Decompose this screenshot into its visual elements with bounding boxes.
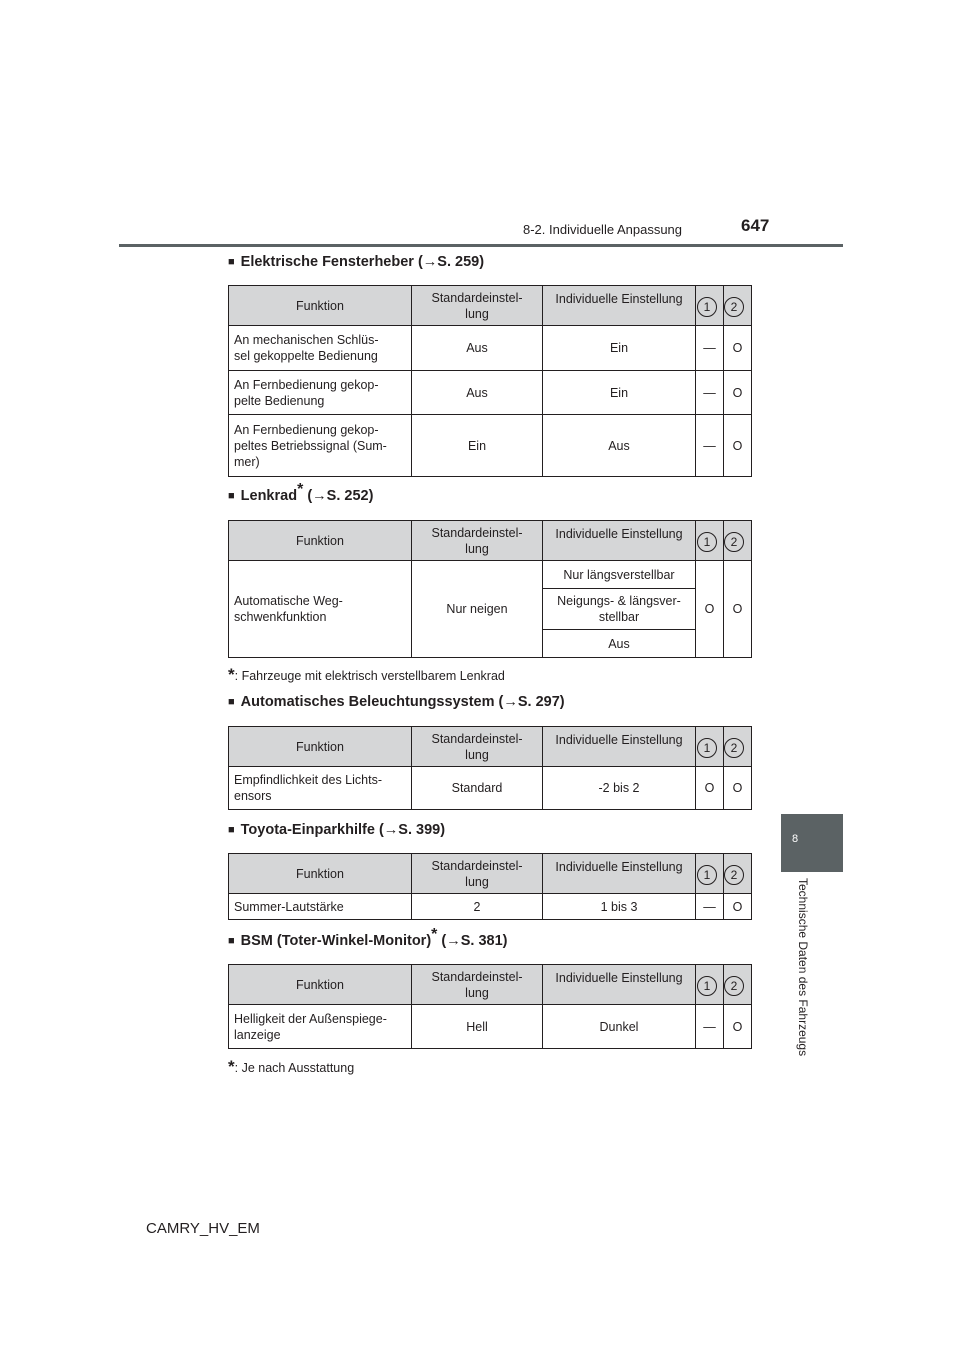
bullet-icon: ■ (228, 696, 235, 708)
funktion-cell: Automatische Weg- schwenkfunktion (229, 561, 412, 658)
header-funktion: Funktion (229, 286, 412, 326)
section-heading-einparkhilfe: ■ Toyota-Einparkhilfe (→S. 399) (228, 822, 446, 838)
footnote-marker: * (431, 926, 438, 944)
circle-2-icon: 2 (724, 532, 744, 552)
header-individuell: Individuelle Einstellung 1 2 (543, 286, 696, 326)
standard-cell: Hell (412, 1005, 543, 1049)
circle-1-icon: 1 (697, 976, 717, 996)
table-header-row (229, 286, 752, 326)
standard-cell: Standard (412, 767, 543, 810)
col1-cell: — (696, 371, 724, 415)
page-reference-link[interactable]: S. 381) (460, 933, 508, 949)
header-standard: Standardeinstel- lung (412, 521, 543, 561)
circle-2-icon: 2 (724, 297, 744, 317)
arrow-icon: → (446, 933, 461, 949)
table-header-row (229, 965, 752, 1005)
arrow-icon: → (383, 822, 399, 838)
circle-2-icon: 2 (724, 976, 744, 996)
table-row (229, 371, 752, 415)
col2-cell: O (724, 767, 752, 810)
standard-cell: Nur neigen (412, 561, 543, 658)
header-standard: Standardeinstel- lung (412, 727, 543, 767)
table-row (229, 415, 752, 477)
circle-1-icon: 1 (697, 532, 717, 552)
standard-cell: Aus (412, 371, 543, 415)
section-heading-fensterheber: ■ Elektrische Fensterheber (→S. 259) (228, 254, 485, 270)
page-number: 647 (741, 216, 770, 235)
funktion-cell: An Fernbedienung gekop- peltes Betriebssignal (Sum- mer) (229, 415, 412, 477)
option-cell: Nur längsverstellbar (543, 561, 696, 589)
standard-cell: 2 (412, 894, 543, 920)
page-header (0, 0, 960, 250)
section-heading-bsm: ■ BSM (Toter-Winkel-Monitor)* (→S. 381) (228, 926, 508, 949)
bullet-icon: ■ (228, 490, 235, 502)
table-header-row (229, 727, 752, 767)
standard-cell: Aus (412, 326, 543, 371)
table-row (229, 326, 752, 371)
chapter-number: 8 (792, 833, 799, 845)
table-header-row (229, 521, 752, 561)
table-row (229, 561, 752, 589)
table-row (229, 1005, 752, 1049)
funktion-cell: An mechanischen Schlüs- sel gekoppelte Bedienung (229, 326, 412, 371)
col2-cell: O (724, 1005, 752, 1049)
footnote-marker: * (297, 481, 304, 499)
header-individuell: Individuelle Einstellung 1 2 (543, 727, 696, 767)
col1-cell: — (696, 894, 724, 920)
page-reference-link[interactable]: S. 252) (326, 488, 374, 504)
spec-table-einparkhilfe (228, 853, 752, 920)
header-funktion: Funktion (229, 521, 412, 561)
header-individuell: Individuelle Einstellung 1 2 (543, 521, 696, 561)
header-standard: Standardeinstel- lung (412, 854, 543, 894)
col1-cell: O (696, 767, 724, 810)
col2-cell: O (724, 371, 752, 415)
circle-1-icon: 1 (697, 738, 717, 758)
option-cell: Aus (543, 630, 696, 658)
individuell-cell: Ein (543, 371, 696, 415)
funktion-cell: An Fernbedienung gekop- pelte Bedienung (229, 371, 412, 415)
col1-cell: — (696, 326, 724, 371)
individuell-cell: -2 bis 2 (543, 767, 696, 810)
header-standard: Standardeinstel- lung (412, 286, 543, 326)
circle-1-icon: 1 (697, 297, 717, 317)
funktion-cell: Summer-Lautstärke (229, 894, 412, 920)
chapter-title-vertical: Technische Daten des Fahrzeugs (796, 878, 810, 1057)
arrow-icon: → (422, 254, 438, 270)
spec-table-fensterheber (228, 285, 752, 477)
section-heading-lenkrad: ■ Lenkrad* (→S. 252) (228, 481, 374, 504)
col2-cell: O (724, 894, 752, 920)
individuell-cell: Dunkel (543, 1005, 696, 1049)
document-code: CAMRY_HV_EM (146, 1220, 260, 1237)
header-divider (119, 244, 843, 247)
chapter-tab[interactable] (781, 814, 843, 872)
circle-1-icon: 1 (697, 865, 717, 885)
col1-cell: O (696, 561, 724, 658)
table-row (229, 767, 752, 810)
page-reference-link[interactable]: S. 399) (398, 822, 446, 838)
spec-table-beleuchtung (228, 726, 752, 810)
col2-cell: O (724, 326, 752, 371)
col2-cell: O (724, 415, 752, 477)
col2-cell: O (724, 561, 752, 658)
bullet-icon: ■ (228, 824, 235, 836)
col1-cell: — (696, 1005, 724, 1049)
individuell-cell: Ein (543, 326, 696, 371)
option-cell: Neigungs- & längsver- stellbar (543, 589, 696, 630)
arrow-icon: → (503, 694, 518, 710)
table-row (229, 894, 752, 920)
arrow-icon: → (312, 488, 327, 504)
page-reference-link[interactable]: S. 297) (517, 694, 565, 710)
individuell-cell: Aus (543, 415, 696, 477)
header-funktion: Funktion (229, 727, 412, 767)
header-individuell: Individuelle Einstellung 1 2 (543, 965, 696, 1005)
bullet-icon: ■ (228, 935, 235, 947)
spec-table-bsm (228, 964, 752, 1049)
section-title: 8-2. Individuelle Anpassung (523, 222, 683, 237)
header-standard: Standardeinstel- lung (412, 965, 543, 1005)
footnote-lenkrad: *: Fahrzeuge mit elektrisch verstellbarem Lenkrad (228, 665, 505, 684)
col1-cell: — (696, 415, 724, 477)
header-funktion: Funktion (229, 965, 412, 1005)
standard-cell: Ein (412, 415, 543, 477)
header-individuell: Individuelle Einstellung 1 2 (543, 854, 696, 894)
individuell-cell: 1 bis 3 (543, 894, 696, 920)
funktion-cell: Helligkeit der Außenspiege- lanzeige (229, 1005, 412, 1049)
funktion-cell: Empfindlichkeit des Lichts- ensors (229, 767, 412, 810)
section-heading-beleuchtung: ■ Automatisches Beleuchtungssystem (→S. 297) (228, 694, 565, 710)
bullet-icon: ■ (228, 256, 235, 268)
page-reference-link[interactable]: S. 259) (437, 254, 485, 270)
footnote-bsm: *: Je nach Ausstattung (228, 1057, 355, 1076)
table-header-row (229, 854, 752, 894)
header-funktion: Funktion (229, 854, 412, 894)
circle-2-icon: 2 (724, 738, 744, 758)
spec-table-lenkrad (228, 520, 752, 658)
circle-2-icon: 2 (724, 865, 744, 885)
